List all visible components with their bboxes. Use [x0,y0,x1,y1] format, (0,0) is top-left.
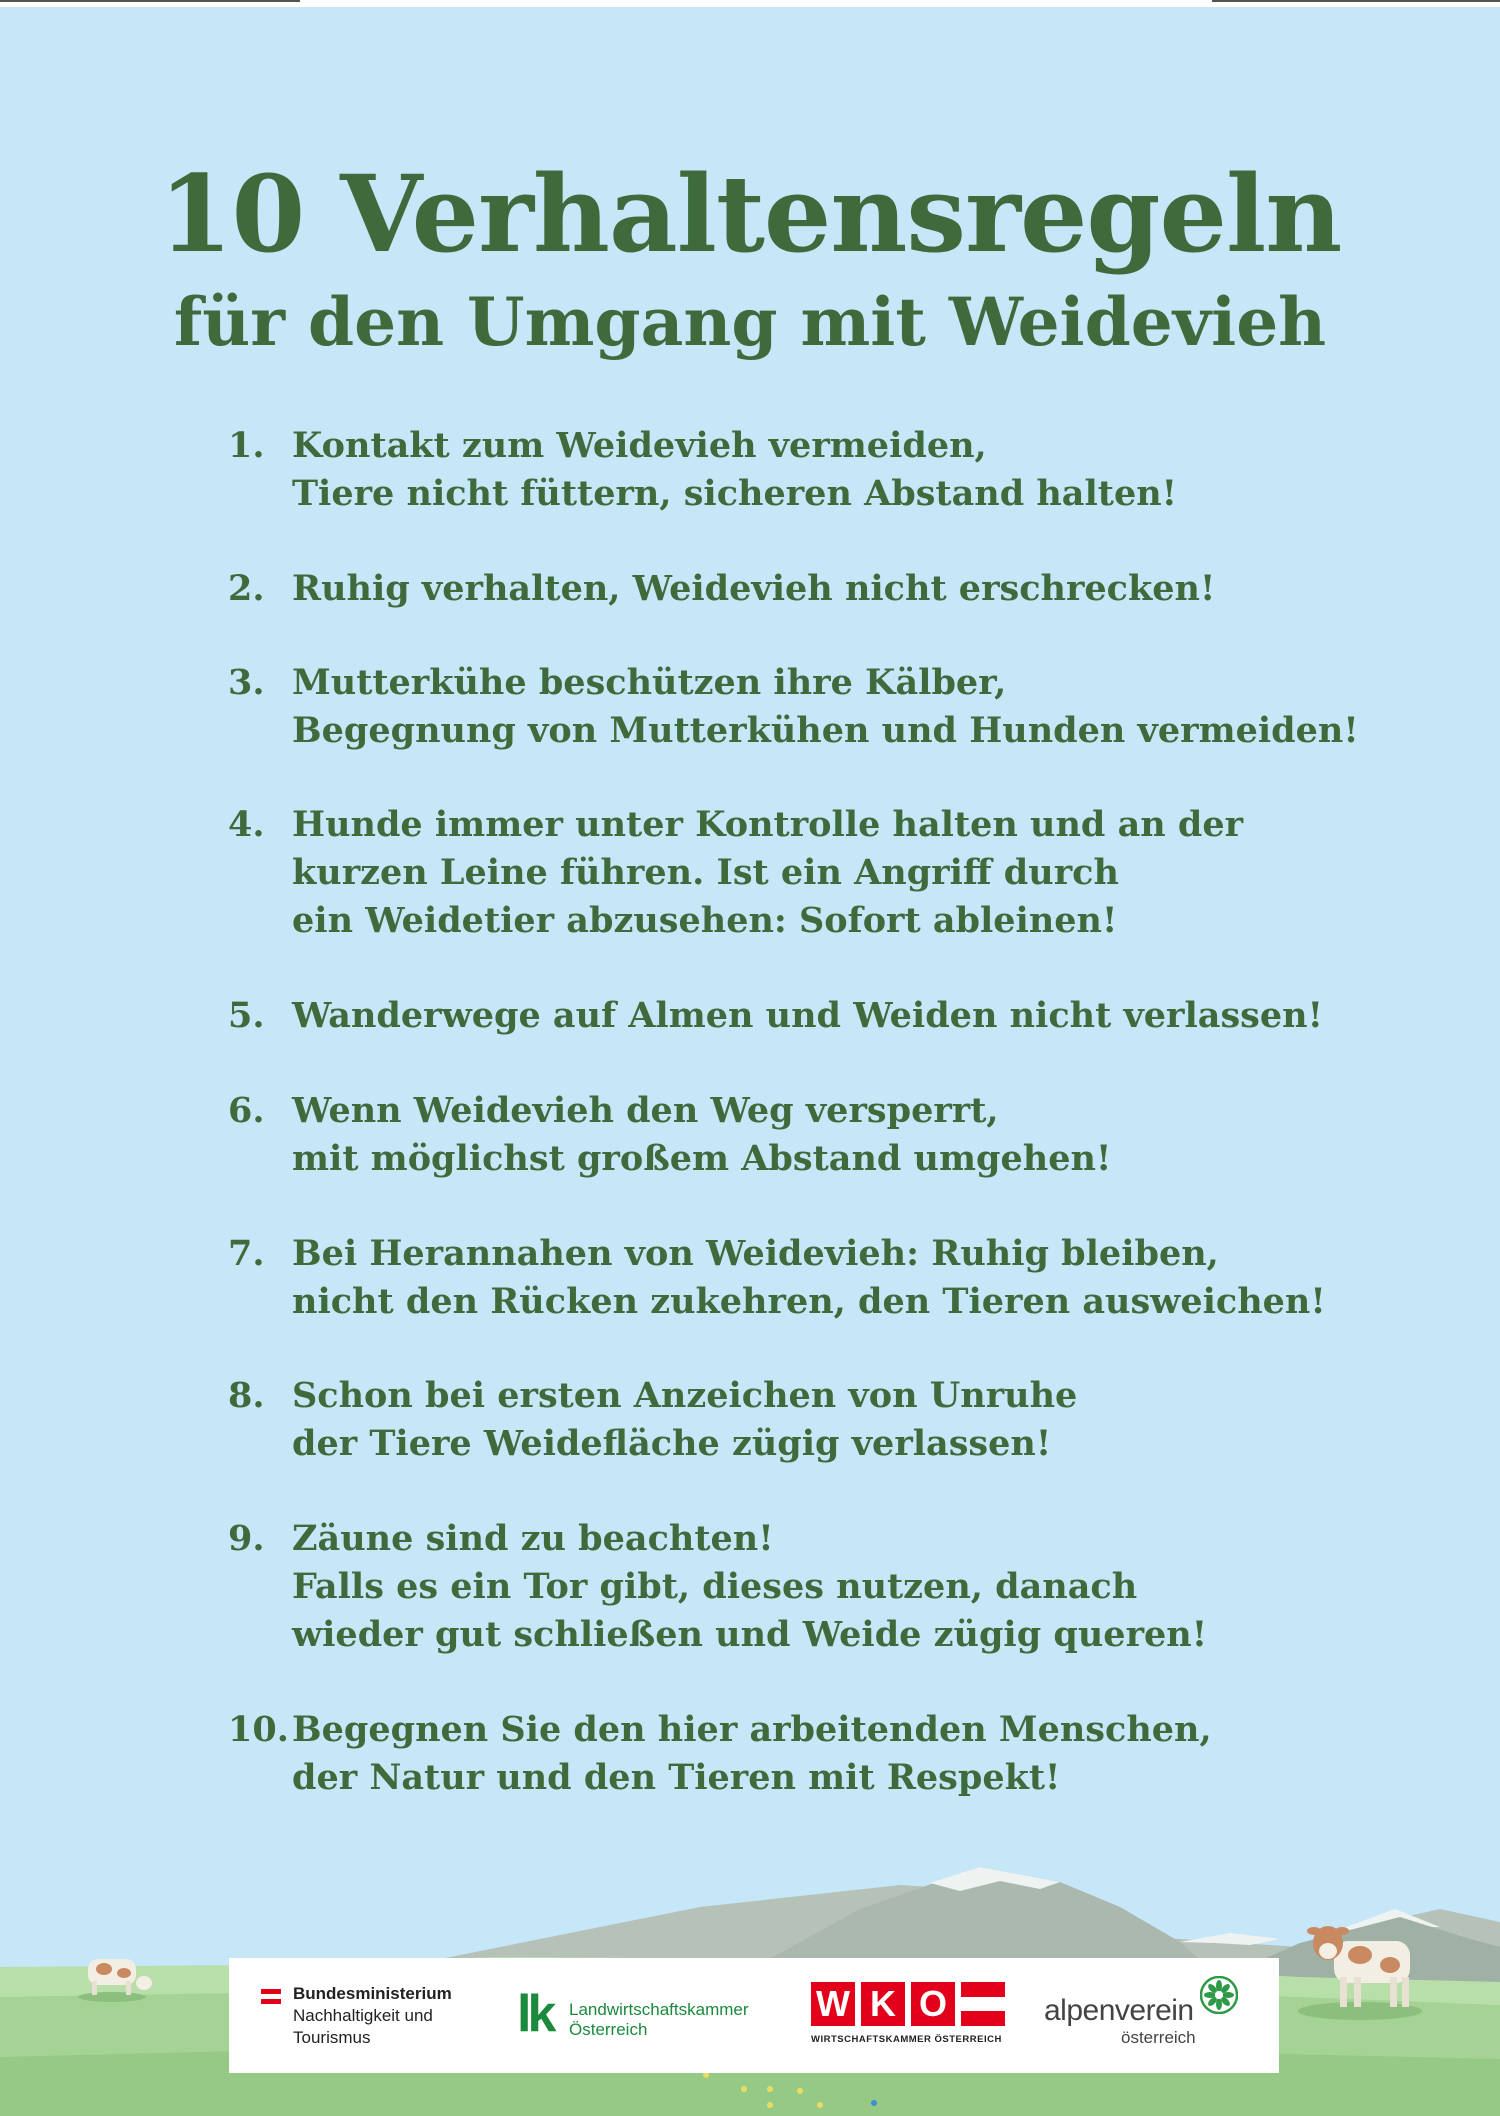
rule-text-line: Begegnen Sie den hier arbeitenden Menschen, [292,1709,1212,1750]
crop-mark-left [0,0,300,2]
rule-number: 1. [228,425,265,466]
rule-number: 3. [228,662,265,703]
rule-number: 2. [228,568,265,609]
rule-number: 4. [228,804,265,845]
rule-text-line: Hunde immer unter Kontrolle halten und an der [292,804,1244,845]
alpenverein-subline: österreich [1121,2028,1196,2047]
rule-number: 10. [228,1709,289,1750]
rule-text-line: Wenn Weidevieh den Weg versperrt, [292,1090,999,1131]
rule-text-line: kurzen Leine führen. Ist ein Angriff durch [292,852,1119,893]
wko-flag-icon [961,1982,1005,2026]
wko-letter-w: W [811,1982,855,2026]
rule-number: 7. [228,1233,265,1274]
rule-text-line: Begegnung von Mutterkühen und Hunden vermeiden! [292,710,1359,751]
wko-letter-o: O [911,1982,955,2026]
rule-text-line: Wanderwege auf Almen und Weiden nicht verlassen! [292,995,1323,1036]
rule-text-line: Bei Herannahen von Weidevieh: Ruhig bleiben, [292,1233,1219,1274]
rule-text-line: der Natur und den Tieren mit Respekt! [292,1757,1061,1798]
crop-mark-right [1212,0,1500,2]
rule-text-line: der Tiere Weidefläche zügig verlassen! [292,1423,1052,1464]
edelweiss-badge-icon [1200,1976,1238,2014]
lk-mark: lk [517,1985,553,2043]
lk-name-line-1: Landwirtschaftskammer [569,2000,749,2019]
austrian-flag-icon [261,1989,281,2004]
rule-text-line: Schon bei ersten Anzeichen von Unruhe [292,1375,1078,1416]
sponsor-logo-bar [229,1958,1279,2073]
rule-text-line: mit möglichst großem Abstand umgehen! [292,1138,1112,1179]
rule-number: 6. [228,1090,265,1131]
ministry-name-line-2: Nachhaltigkeit und [293,2006,433,2025]
rule-number: 8. [228,1375,265,1416]
lk-name-line-2: Österreich [569,2020,648,2039]
rule-text-line: Tiere nicht füttern, sicheren Abstand halten! [292,473,1178,514]
rule-number: 9. [228,1518,265,1559]
rule-text-line: ein Weidetier abzusehen: Sofort ableinen! [292,900,1118,941]
rule-text-line: nicht den Rücken zukehren, den Tieren ausweichen! [292,1281,1326,1322]
rule-text-line: Zäune sind zu beachten! [292,1518,774,1559]
rule-text-line: Ruhig verhalten, Weidevieh nicht erschrecken! [292,568,1216,609]
rule-text-line: wieder gut schließen und Weide zügig queren! [292,1614,1208,1655]
alpenverein-name: alpenverein [1044,1994,1194,2027]
rule-text-line: Kontakt zum Weidevieh vermeiden, [292,425,987,466]
wko-tagline: WIRTSCHAFTSKAMMER ÖSTERREICH [811,2034,1002,2045]
wko-letter-k: K [861,1982,905,2026]
poster [0,7,1500,2116]
ministry-name-line-3: Tourismus [293,2028,371,2047]
rule-text-line: Mutterkühe beschützen ihre Kälber, [292,662,1007,703]
ministry-name-line-1: Bundesministerium [293,1984,452,2003]
rule-text-line: Falls es ein Tor gibt, dieses nutzen, danach [292,1566,1138,1607]
rule-number: 5. [228,995,265,1036]
poster-title: 10 Verhaltensregeln [158,151,1342,276]
poster-subtitle: für den Umgang mit Weidevieh [173,283,1327,361]
